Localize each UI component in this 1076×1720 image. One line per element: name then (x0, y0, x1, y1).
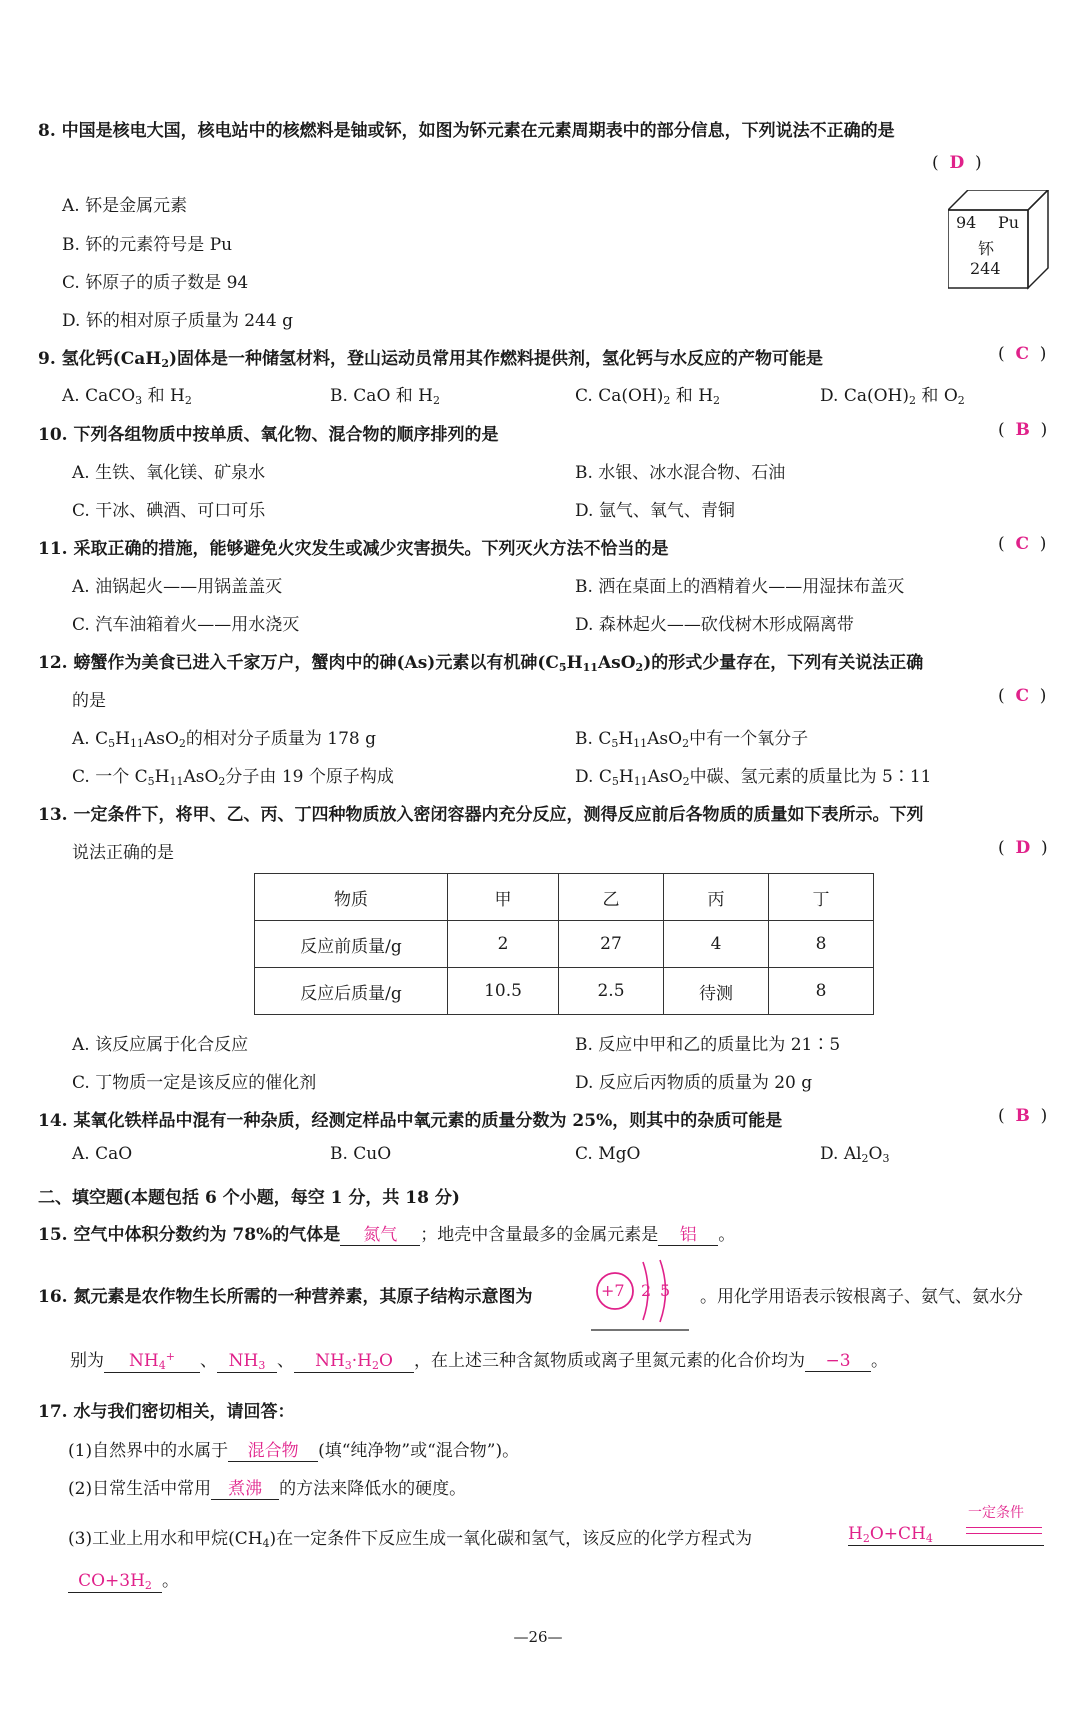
q17-reaction-condition: 一定条件 (968, 1505, 1024, 1521)
q8-option-c: C. 钚原子的质子数是 94 (62, 273, 249, 293)
q12-option-d: D. $C_5H_{11}AsO_2$中碳、氢元素的质量比为 5∶11 (575, 767, 932, 788)
table-cell: 27 (559, 921, 664, 968)
table-cell: 10.5 (448, 968, 559, 1015)
q17-stem: 17. 水与我们密切相关，请回答： (38, 1402, 295, 1422)
table-row (255, 921, 874, 968)
q8-stem: 8. 中国是核电大国，核电站中的核燃料是铀或钚，如图为钚元素在元素周期表中的部分信息，下列说法不正确的是 (38, 121, 895, 141)
q10-option-a: A. 生铁、氧化镁、矿泉水 (72, 463, 266, 483)
q16-blank-3: $NH_3\cdot H_2O$ (294, 1351, 414, 1373)
q14-answer: ( B ) (998, 1106, 1048, 1126)
atom-shell-2: 5 (660, 1281, 671, 1300)
q15-blank-2: 铝 (658, 1220, 718, 1246)
q12-stem-line1: 12. 螃蟹作为美食已进入千家万户，蟹肉中的砷(As)元素以有机砷$(C_5H_{11}AsO_2)$的形式少量存在，下列有关说法正确 (38, 653, 924, 674)
q13-option-a: A. 该反应属于化合反应 (72, 1035, 249, 1055)
q12-answer: ( C ) (998, 686, 1047, 706)
q10-option-b: B. 水银、冰水混合物、石油 (575, 463, 786, 483)
table-cell: 2.5 (559, 968, 664, 1015)
q17-part3: (3)工业上用水和甲烷$(CH_4)$在一定条件下反应生成一氧化碳和氢气，该反应的化学方程式为 (68, 1529, 753, 1550)
atom-shell-1: 2 (641, 1281, 652, 1300)
table-cell: 8 (769, 968, 874, 1015)
q9-stem: 9. 氢化钙(CaH$_2$)固体是一种储氢材料，登山运动员常用其作燃料提供剂，氢化钙与水反应的产物可能是 (38, 349, 824, 370)
q8-option-d: D. 钚的相对原子质量为 244 g (62, 311, 293, 331)
q13-option-d: D. 反应后丙物质的质量为 20 g (575, 1073, 813, 1093)
q9-answer: ( C ) (998, 344, 1047, 364)
q17-blank-2: 煮沸 (211, 1474, 279, 1500)
q14-option-c: C. MgO (575, 1144, 641, 1164)
q8-option-b: B. 钚的元素符号是 Pu (62, 235, 233, 255)
q17-blank-3-cont: $CO+3H_2$ (68, 1571, 162, 1593)
q16-line2: 别为 $NH_4^+$ 、 $NH_3$ 、 $NH_3\cdot H_2O$ ，在上述三种含氮物质或离子里氮元素的化合价均为 −3 。 (70, 1350, 888, 1372)
table-row (255, 874, 874, 921)
q11-answer: ( C ) (998, 534, 1047, 554)
q9-option-d: D. $Ca(OH)_2$ 和 $O_2$ (820, 386, 965, 407)
element-name: 钚 (978, 239, 995, 258)
q9-option-a: A. CaCO$_3$ 和 $H_2$ (62, 386, 192, 407)
table-header-cell: 物质 (255, 874, 448, 921)
q10-option-d: D. 氩气、氧气、青铜 (575, 501, 735, 521)
q11-stem: 11. 采取正确的措施，能够避免火灾发生或减少灾害损失。下列灭火方法不恰当的是 (38, 539, 669, 559)
q13-answer: ( D ) (998, 838, 1048, 858)
q9-option-b: B. CaO 和 $H_2$ (330, 386, 441, 407)
q11-option-a: A. 油锅起火——用锅盖盖灭 (72, 577, 283, 597)
section-title: 二、填空题(本题包括 6 个小题，每空 1 分，共 18 分) (38, 1188, 460, 1208)
q13-option-b: B. 反应中甲和乙的质量比为 21∶5 (575, 1035, 841, 1055)
q17-blank-1: 混合物 (228, 1436, 318, 1462)
q10-answer: ( B ) (998, 420, 1048, 440)
q12-stem-line2: 的是 (72, 691, 106, 711)
q9-option-c: C. $Ca(OH)_2$ 和 $H_2$ (575, 386, 721, 407)
q14-stem: 14. 某氧化铁样品中混有一种杂质，经测定样品中氧元素的质量分数为 25%，则其中的杂质可能是 (38, 1111, 783, 1131)
table-row (255, 968, 874, 1015)
q11-option-b: B. 洒在桌面上的酒精着火——用湿抹布盖灭 (575, 577, 905, 597)
element-number: 94 (956, 213, 977, 232)
q15-blank-1: 氮气 (340, 1220, 420, 1246)
q16-blank-2: $NH_3$ (217, 1351, 277, 1373)
q13-mass-table (254, 873, 874, 1015)
table-cell: 4 (664, 921, 769, 968)
table-cell: 反应前质量/g (255, 921, 448, 968)
q13-option-c: C. 丁物质一定是该反应的催化剂 (72, 1073, 317, 1093)
q12-option-a: A. $C_5H_{11}AsO_2$的相对分子质量为 178 g (72, 729, 377, 750)
page-number: —26— (513, 1628, 563, 1646)
q8-option-a: A. 钚是金属元素 (62, 196, 188, 216)
reaction-equals-sign (966, 1527, 1042, 1534)
table-cell: 待测 (664, 968, 769, 1015)
q16-blank-1: $NH_4^+$ (104, 1350, 200, 1373)
q16-stem: 16. 氮元素是农作物生长所需的一种营养素，其原子结构示意图为 (38, 1287, 533, 1307)
table-header-cell: 丙 (664, 874, 769, 921)
element-mass: 244 (970, 259, 1001, 278)
table-header-cell: 甲 (448, 874, 559, 921)
table-header-cell: 丁 (769, 874, 874, 921)
q14-option-b: B. CuO (330, 1144, 392, 1164)
q12-option-b: B. $C_5H_{11}AsO_2$中有一个氧分子 (575, 729, 809, 750)
q10-option-c: C. 干冰、碘酒、可口可乐 (72, 501, 266, 521)
q16-blank-4: −3 (805, 1351, 871, 1372)
q16-stem-tail: 。用化学用语表示铵根离子、氨气、氨水分 (700, 1287, 1023, 1307)
q17-blank-3: $H_2O+CH_4$ (848, 1524, 1044, 1546)
q17-part3-line2: $CO+3H_2$ 。 (68, 1566, 179, 1593)
element-card-cube (948, 190, 1058, 290)
q12-option-c: C. 一个 $C_5H_{11}AsO_2$分子由 19 个原子构成 (72, 767, 394, 788)
q15-line: 15. 空气中体积分数约为 78%的气体是 氮气 ；地壳中含量最多的金属元素是 铝 。 (38, 1220, 735, 1246)
element-card (948, 190, 1058, 290)
q11-option-d: D. 森林起火——砍伐树木形成隔离带 (575, 615, 854, 635)
atom-structure-diagram (585, 1254, 695, 1332)
q13-stem-line1: 13. 一定条件下，将甲、乙、丙、丁四种物质放入密闭容器内充分反应，测得反应前后各物质的质量如下表所示。下列 (38, 805, 924, 825)
table-header-cell: 乙 (559, 874, 664, 921)
q17-part1: (1)自然界中的水属于 混合物 (填“纯净物”或“混合物”)。 (68, 1436, 519, 1462)
q11-option-c: C. 汽车油箱着火——用水浇灭 (72, 615, 300, 635)
q14-option-a: A. CaO (72, 1144, 133, 1164)
table-cell: 2 (448, 921, 559, 968)
element-symbol: Pu (998, 213, 1020, 232)
table-cell: 反应后质量/g (255, 968, 448, 1015)
table-cell: 8 (769, 921, 874, 968)
q17-part2: (2)日常生活中常用 煮沸 的方法来降低水的硬度。 (68, 1474, 466, 1500)
q10-stem: 10. 下列各组物质中按单质、氧化物、混合物的顺序排列的是 (38, 425, 499, 445)
atom-nucleus: +7 (601, 1281, 625, 1300)
q13-stem-line2: 说法正确的是 (72, 843, 174, 863)
q8-answer: ( D ) (932, 153, 982, 173)
q14-option-d: D. $Al_2O_3$ (820, 1144, 890, 1165)
